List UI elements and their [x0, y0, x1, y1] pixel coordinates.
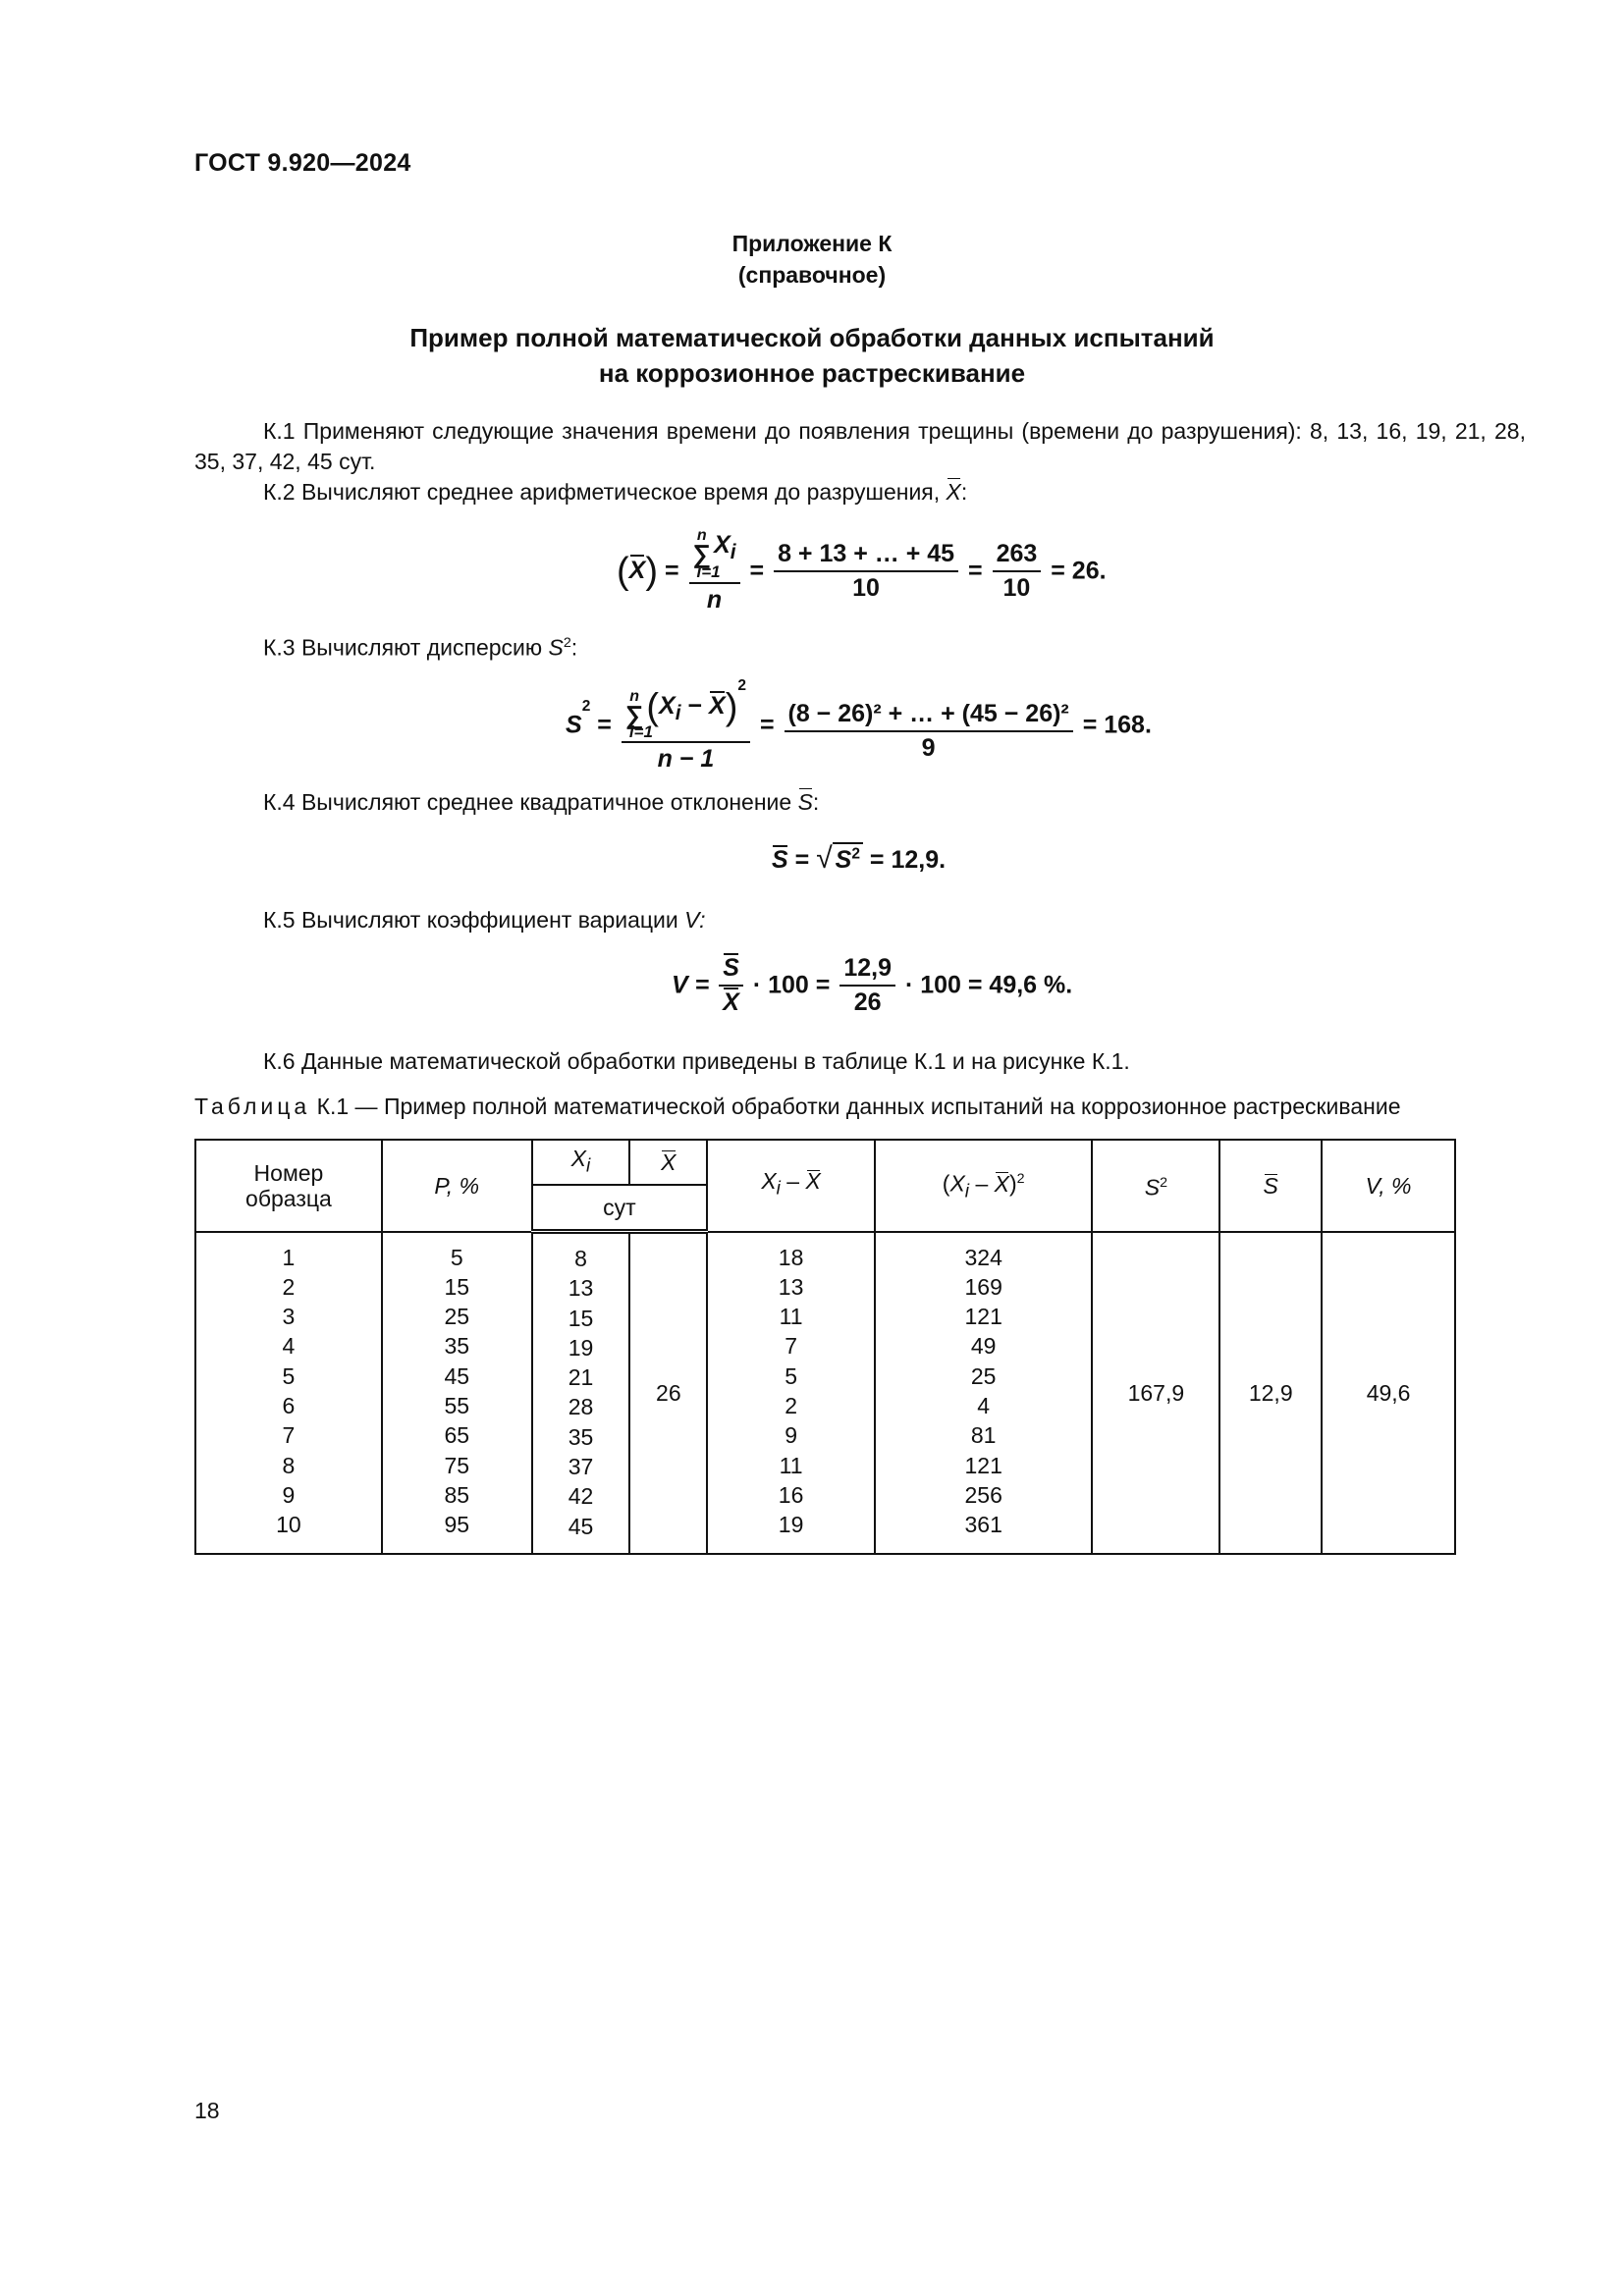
header-diff-squared: $(X_i - X)^2$ — [875, 1140, 1093, 1232]
formula-variation-sbar: S — [723, 954, 739, 982]
variance-paren-open: ( — [646, 686, 660, 728]
table-cell: 121 — [964, 1452, 1002, 1478]
header-sq-xbar: X — [994, 1170, 1009, 1197]
formula-mean-paren-close: ) — [645, 551, 658, 593]
table-cell: 21 — [568, 1364, 594, 1391]
variance-xi-sub: i — [675, 702, 681, 724]
formula-mean-den: n — [706, 586, 723, 614]
section-title — [0, 320, 1624, 391]
data-table — [194, 1139, 1456, 1555]
header-diff-minus: – — [780, 1168, 806, 1195]
cell-sbar: 12,9 — [1219, 1232, 1322, 1554]
sigma-glyph: ∑ — [692, 539, 712, 568]
formula-variance-frac1-den — [654, 743, 719, 774]
table-cell: 37 — [568, 1454, 594, 1480]
table-cell: 256 — [964, 1481, 1002, 1508]
variance-num-sup: 2 — [737, 677, 746, 694]
formula-variation-frac2 — [839, 954, 895, 1017]
formula-mean-eq: = — [664, 557, 679, 585]
sum-lower-text: i=1 — [696, 562, 721, 582]
table-cell: 95 — [444, 1512, 470, 1538]
header-sbar — [1219, 1140, 1322, 1232]
table-cell: 8 — [574, 1246, 587, 1271]
table-cell: 55 — [444, 1392, 470, 1418]
table-cell: 28 — [568, 1394, 594, 1420]
formula-stddev-lhs: S — [772, 846, 788, 874]
table-caption-text: К.1 — Пример полной математической обработки данных испытаний на коррозионное растрескивание — [310, 1094, 1401, 1119]
annex-heading — [0, 228, 1624, 291]
sqrt-radicand-sup: 2 — [851, 845, 860, 863]
formula-stddev-eq: = — [794, 846, 817, 874]
section-title-line2: на коррозионное растрескивание — [598, 358, 1026, 388]
paragraph-k2-text: К.2 Вычисляют среднее арифметическое время до разрушения, — [263, 479, 947, 505]
paragraph-k2-end: : — [960, 479, 968, 505]
formula-variation-result: · 100 = 49,6 %. — [904, 971, 1073, 999]
table-cell: 7 — [282, 1422, 296, 1449]
formula-variance-frac2-num: (8 − 26)² + … + (45 − 26)² — [785, 688, 1073, 732]
formula-variation-lhs: V = — [672, 971, 710, 999]
paragraph-k5 — [263, 905, 705, 935]
formula-variation-frac2-num: 12,9 — [839, 954, 895, 987]
table-cell: 15 — [444, 1273, 470, 1300]
formula-variance-eq2: = — [759, 711, 775, 739]
header-sample-number: Номер образца — [195, 1140, 382, 1232]
formula-mean — [617, 528, 1107, 614]
table-cell: 81 — [970, 1422, 997, 1449]
sum-var: X — [714, 531, 731, 560]
table-cell: 9 — [282, 1481, 296, 1508]
header-s2-var: S — [1144, 1175, 1161, 1201]
table-cell: 5 — [785, 1362, 797, 1389]
column-sample-number — [195, 1232, 382, 1554]
formula-variance-frac1 — [622, 677, 750, 774]
variance-sigma-glyph: ∑ — [624, 699, 644, 729]
variance-xi: X — [659, 692, 676, 720]
formula-mean-frac3-num: 263 — [993, 540, 1042, 572]
formula-mean-paren-open: ( — [617, 551, 629, 593]
header-xbar — [629, 1140, 707, 1185]
table-cell: 121 — [964, 1304, 1002, 1330]
header-s2-sup: 2 — [1160, 1175, 1168, 1192]
table-cell: 16 — [778, 1481, 804, 1508]
sqrt-radicand-var: S — [835, 846, 852, 874]
variance-xbar: X — [709, 692, 726, 720]
header-diff-sub: i — [776, 1179, 781, 1201]
table-cell: 1 — [282, 1244, 296, 1270]
table-cell: 45 — [444, 1362, 470, 1389]
header-p — [382, 1140, 532, 1232]
sum-lower — [693, 564, 736, 580]
header-diff — [707, 1140, 875, 1232]
table-cell: 2 — [282, 1273, 296, 1300]
formula-variance-frac2 — [785, 688, 1073, 763]
header-diff-xbar: X — [805, 1168, 821, 1195]
formula-mean-frac2-den: 10 — [852, 574, 880, 603]
column-p — [382, 1232, 532, 1554]
table-cell: 19 — [568, 1334, 594, 1361]
formula-variation-frac1-den — [719, 987, 743, 1017]
formula-mean-frac2-num: 8 + 13 + … + 45 — [774, 540, 958, 572]
header-xi — [532, 1140, 630, 1185]
formula-mean-frac1 — [689, 528, 740, 614]
formula-mean-eq3: = — [968, 557, 983, 585]
formula-variance-lhs-sup: 2 — [581, 697, 591, 715]
formula-mean-result: = 26. — [1051, 557, 1107, 585]
header-v — [1322, 1140, 1455, 1232]
section-title-line1: Пример полной математической обработки данных испытаний — [409, 323, 1215, 352]
formula-mean-frac3-den: 10 — [1002, 574, 1031, 603]
variance-sum-symbol — [624, 687, 644, 729]
table-cell: 4 — [282, 1333, 296, 1360]
table-cell: 5 — [282, 1362, 296, 1389]
paragraph-k3 — [263, 628, 577, 664]
formula-variation-frac1-num — [719, 954, 743, 987]
paragraph-k3-text: К.3 Вычисляют дисперсию — [263, 634, 549, 661]
table-cell: 11 — [779, 1304, 803, 1330]
paragraph-k4 — [263, 787, 819, 818]
sqrt-symbol: √ — [816, 842, 833, 875]
page-number: 18 — [194, 2098, 220, 2123]
header-xbar-var: X — [661, 1149, 677, 1175]
formula-mean-frac2 — [774, 540, 958, 603]
document-header: ГОСТ 9.920—2024 — [194, 149, 411, 177]
table-cell: 5 — [450, 1244, 463, 1270]
sqrt-radicand — [833, 842, 863, 874]
formula-variance — [566, 677, 1152, 774]
formula-variance-result: = 168. — [1082, 711, 1152, 739]
header-v-text: V, % — [1365, 1172, 1412, 1199]
variance-sum-lower-text: i=1 — [628, 722, 653, 742]
variation-symbol: V: — [684, 907, 706, 933]
formula-mean-frac1-den — [703, 584, 726, 614]
table-cell: 18 — [778, 1244, 804, 1270]
table-cell: 13 — [568, 1275, 594, 1302]
cell-v: 49,6 — [1322, 1232, 1455, 1554]
table-cell: 15 — [568, 1305, 594, 1331]
formula-mean-frac1-num — [689, 528, 740, 584]
annex-subtitle: (справочное) — [737, 262, 887, 288]
formula-mean-frac3 — [993, 540, 1042, 603]
table-cell: 361 — [964, 1512, 1002, 1538]
header-xi-sub: i — [586, 1155, 591, 1177]
table-cell: 49 — [970, 1333, 997, 1360]
formula-variance-den: n − 1 — [657, 745, 715, 774]
table-cell: 4 — [977, 1392, 991, 1418]
formula-mean-lhs: X — [628, 556, 646, 584]
header-sbar-var: S — [1263, 1172, 1278, 1199]
header-xi-var: X — [570, 1145, 587, 1171]
variance-minus: − — [680, 692, 710, 720]
table-cell: 2 — [785, 1392, 797, 1418]
variance-sum-upper: n — [629, 687, 639, 705]
header-sq-sup: 2 — [1016, 1171, 1025, 1188]
table-row — [195, 1232, 1455, 1554]
header-sq-sub: i — [964, 1181, 970, 1202]
paragraph-k5-text: К.5 Вычисляют коэффициент вариации — [263, 907, 685, 933]
table-caption-label: Таблица — [194, 1094, 311, 1119]
table-cell: 85 — [444, 1481, 470, 1508]
table-cell: 45 — [568, 1513, 594, 1539]
sum-upper: n — [696, 527, 707, 544]
table-cell: 42 — [568, 1483, 594, 1510]
formula-variation-frac1 — [719, 954, 743, 1017]
column-xi — [532, 1232, 630, 1554]
paragraph-k3-end: : — [570, 634, 578, 661]
table-cell: 324 — [964, 1244, 1002, 1270]
cell-xbar: 26 — [629, 1232, 707, 1554]
mean-symbol: X — [947, 477, 961, 507]
formula-stddev-result: = 12,9. — [869, 846, 947, 874]
table-cell: 75 — [444, 1452, 470, 1478]
header-sq-minus: – — [969, 1170, 995, 1197]
table-caption — [194, 1094, 1401, 1120]
paragraph-k1: К.1 Применяют следующие значения времени до появления трещины (времени до разрушения): 8, 13, 16, 19, 21, 28, 35, 37, 42, 45 сут. — [194, 418, 1526, 474]
formula-variation — [672, 954, 1072, 1017]
paragraph-k6: К.6 Данные математической обработки приведены в таблице К.1 и на рисунке К.1. — [263, 1048, 1130, 1074]
header-p-text: P, % — [434, 1172, 480, 1199]
table-cell: 13 — [778, 1273, 804, 1300]
sum-symbol — [692, 527, 712, 568]
variance-paren-close: ) — [725, 686, 738, 728]
header-diff-xi: X — [761, 1168, 777, 1195]
formula-stddev — [772, 842, 946, 876]
formula-variance-frac1-num — [622, 677, 750, 743]
header-s2 — [1092, 1140, 1219, 1232]
table-cell: 65 — [444, 1422, 470, 1449]
header-sq-xi: X — [949, 1170, 965, 1197]
table-cell: 9 — [785, 1422, 797, 1449]
paragraph-k4-end: : — [812, 789, 820, 815]
formula-variation-xbar: X — [723, 988, 739, 1016]
table-cell: 6 — [282, 1392, 296, 1418]
paragraph-k2 — [263, 477, 967, 507]
variance-sup: 2 — [563, 635, 571, 651]
formula-variation-mid: · 100 = — [752, 971, 831, 999]
annex-title: Приложение К — [731, 231, 893, 256]
table-cell: 169 — [964, 1273, 1002, 1300]
formula-variation-frac2-den: 26 — [853, 988, 882, 1016]
formula-variance-eq: = — [597, 711, 612, 739]
formula-variance-lhs: S — [566, 711, 582, 739]
table-cell: 25 — [970, 1362, 997, 1389]
cell-s2: 167,9 — [1092, 1232, 1219, 1554]
formula-variance-frac2-den: 9 — [921, 734, 936, 763]
paragraph-k4-text: К.4 Вычисляют среднее квадратичное отклонение — [263, 789, 798, 815]
variance-sum-lower — [625, 722, 746, 742]
column-diff-squared — [875, 1232, 1093, 1554]
variance-symbol: S — [548, 634, 564, 661]
table-cell: 8 — [282, 1452, 296, 1478]
column-diff — [707, 1232, 875, 1554]
sum-var-sub: i — [730, 541, 736, 564]
header-unit: сут — [532, 1185, 708, 1232]
table-cell: 35 — [444, 1333, 470, 1360]
table-cell: 3 — [282, 1304, 296, 1330]
formula-mean-eq2: = — [749, 557, 765, 585]
table-cell: 11 — [779, 1452, 803, 1478]
table-cell: 35 — [568, 1423, 594, 1450]
table-cell: 10 — [276, 1512, 301, 1538]
table-cell: 7 — [785, 1333, 797, 1360]
table-cell: 19 — [778, 1512, 804, 1538]
stddev-symbol: S — [798, 787, 813, 818]
table-cell: 25 — [444, 1304, 470, 1330]
